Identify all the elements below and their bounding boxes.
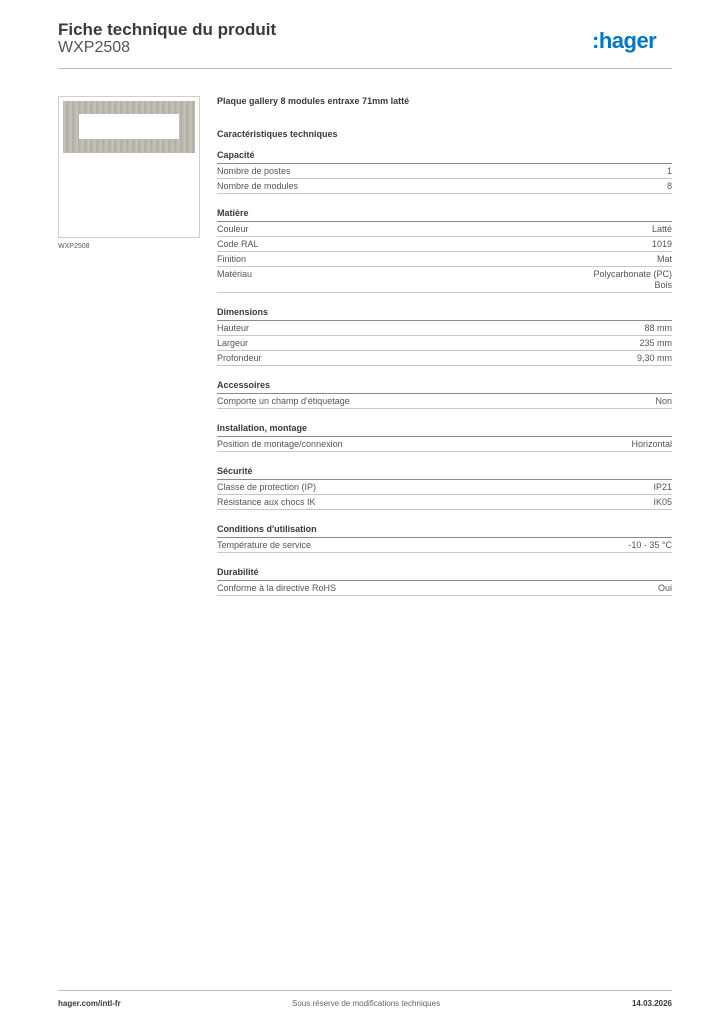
spec-row — [217, 351, 672, 366]
spec-group-title: Dimensions — [217, 307, 672, 321]
spec-row — [217, 394, 672, 409]
hager-logo — [592, 28, 656, 54]
spec-row — [217, 267, 672, 293]
spec-value: Mat — [656, 254, 672, 264]
spec-label: Finition — [217, 254, 247, 264]
spec-group-title: Accessoires — [217, 380, 672, 394]
spec-label: Hauteur — [217, 323, 250, 333]
spec-row — [217, 179, 672, 194]
spec-value: Oui — [657, 583, 672, 593]
footer-website: hager.com/intl-fr — [58, 999, 121, 1008]
spec-value: 1019 — [651, 239, 672, 249]
spec-group-title: Conditions d'utilisation — [217, 524, 672, 538]
spec-row — [217, 222, 672, 237]
spec-label: Largeur — [217, 338, 249, 348]
spec-value: 9,30 mm — [636, 353, 672, 363]
spec-value: Latté — [651, 224, 672, 234]
spec-value: 235 mm — [639, 338, 672, 348]
spec-value-line: Polycarbonate (PC) — [593, 269, 672, 279]
specifications — [217, 95, 672, 596]
spec-group — [217, 423, 672, 452]
spec-group-title: Installation, montage — [217, 423, 672, 437]
spec-value: Horizontal — [631, 439, 672, 449]
spec-group — [217, 208, 672, 293]
page-title: Fiche technique du produit — [58, 20, 277, 39]
spec-label: Position de montage/connexion — [217, 439, 343, 449]
footer-date: 14.03.2026 — [631, 999, 672, 1008]
spec-row — [217, 581, 672, 596]
spec-group-title: Durabilité — [217, 567, 672, 581]
logo-prefix: : — [592, 28, 599, 53]
spec-row — [217, 480, 672, 495]
spec-label: Matériau — [217, 269, 253, 279]
spec-row — [217, 164, 672, 179]
spec-label: Résistance aux chocs IK — [217, 497, 316, 507]
spec-label: Classe de protection (IP) — [217, 482, 317, 492]
spec-group — [217, 524, 672, 553]
spec-label: Conforme à la directive RoHS — [217, 583, 337, 593]
spec-row — [217, 538, 672, 553]
product-image — [58, 96, 200, 238]
image-caption: WXP2508 — [58, 243, 90, 250]
spec-label: Température de service — [217, 540, 312, 550]
spec-value: IP21 — [653, 482, 672, 492]
spec-label: Profondeur — [217, 353, 262, 363]
product-description: Plaque gallery 8 modules entraxe 71mm latté — [217, 96, 410, 106]
spec-group — [217, 307, 672, 366]
spec-group-title: Sécurité — [217, 466, 672, 480]
spec-value — [593, 269, 672, 291]
wall-plate-image — [63, 101, 195, 153]
spec-row — [217, 336, 672, 351]
spec-row — [217, 321, 672, 336]
header-divider — [58, 68, 672, 69]
spec-value: 1 — [666, 166, 672, 176]
spec-group-title: Capacité — [217, 150, 672, 164]
plate-window — [79, 114, 179, 139]
spec-label: Comporte un champ d'étiquetage — [217, 396, 350, 406]
spec-group — [217, 466, 672, 510]
spec-group — [217, 150, 672, 194]
spec-row — [217, 237, 672, 252]
spec-group-title: Matière — [217, 208, 672, 222]
spec-value-line: Bois — [654, 280, 672, 290]
spec-groups — [217, 150, 672, 596]
spec-label: Code RAL — [217, 239, 259, 249]
footer-divider — [58, 990, 672, 991]
spec-label: Nombre de postes — [217, 166, 291, 176]
footer-notice: Sous réserve de modifications techniques — [292, 999, 441, 1008]
spec-value: 8 — [666, 181, 672, 191]
spec-label: Nombre de modules — [217, 181, 299, 191]
spec-row — [217, 437, 672, 452]
spec-value: 88 mm — [644, 323, 672, 333]
spec-value: IK05 — [653, 497, 672, 507]
product-code: WXP2508 — [58, 39, 131, 56]
spec-value: Non — [655, 396, 672, 406]
spec-group — [217, 380, 672, 409]
spec-row — [217, 495, 672, 510]
spec-group — [217, 567, 672, 596]
spec-value: -10 - 35 °C — [628, 540, 672, 550]
specs-heading: Caractéristiques techniques — [217, 129, 338, 139]
spec-row — [217, 252, 672, 267]
logo-text: hager — [598, 28, 657, 53]
spec-label: Couleur — [217, 224, 249, 234]
